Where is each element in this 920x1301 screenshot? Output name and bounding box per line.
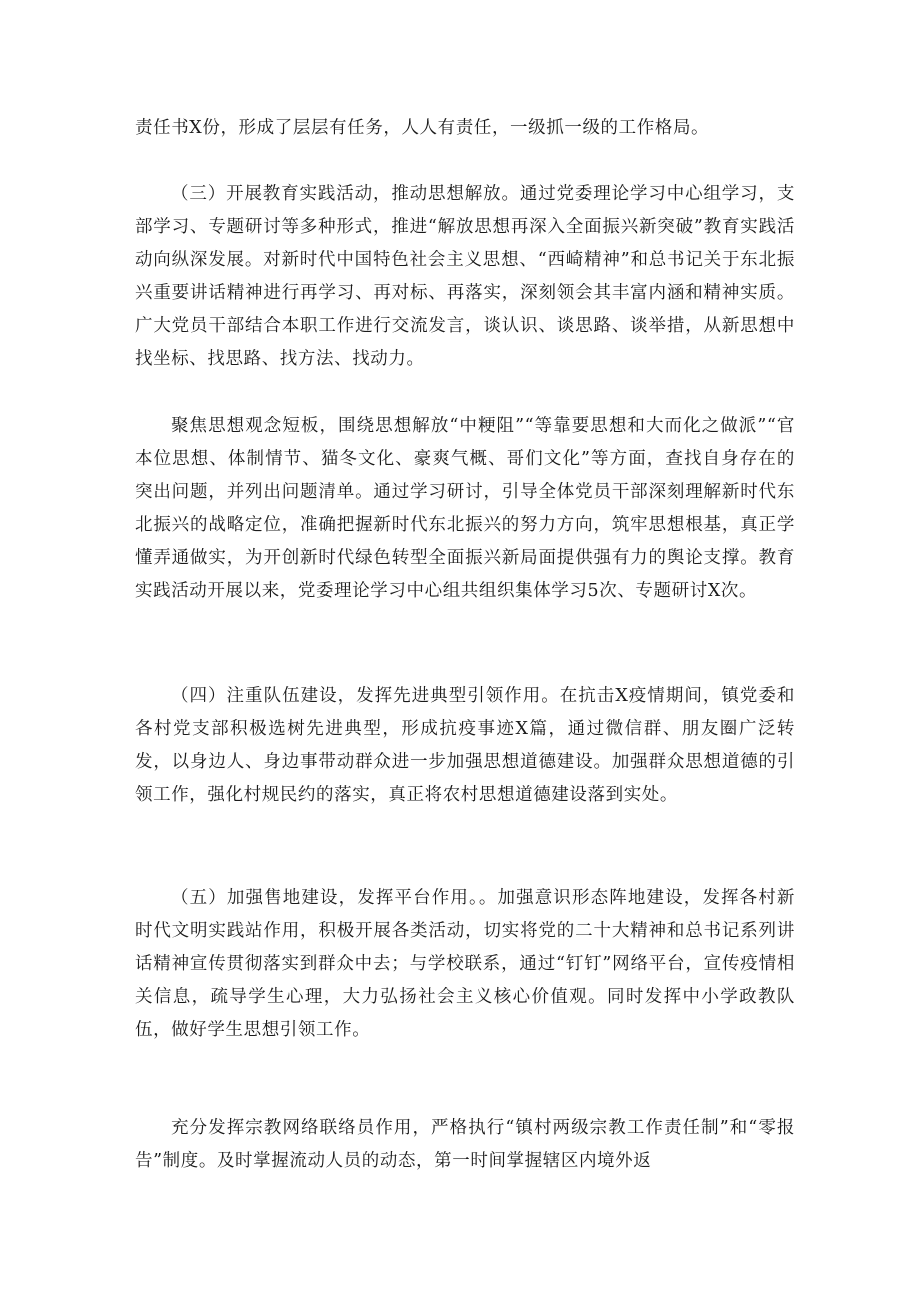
paragraph-5: （五）加强售地建设，发挥平台作用。。加强意识形态阵地建设，发挥各村新时代文明实践站作用，积极开展各类活动，切实将党的二十大精神和总书记系列讲话精神宣传贯彻落实到群众中去；与学校联系，通过“钉钉”网络平台，宣传疫情相关信息，疏导学生心理，大力弘扬社会主义核心价值观。同时发挥中小学政教队伍，做好学生思想引领工作。 <box>135 888 795 1040</box>
paragraph-6: 充分发挥宗教网络联络员作用，严格执行“镇村两级宗教工作责任制”和“零报告”制度。及时掌握流动人员的动态，第一时间掌握辖区内境外返 <box>135 1118 795 1171</box>
paragraph-2: （三）开展教育实践活动，推动思想解放。通过党委理论学习中心组学习，支部学习、专题研讨等多种形式，推进“解放思想再深入全面振兴新突破”教育实践活动向纵深发展。对新时代中国特色社会主义思想、“西崎精神”和总书记关于东北振兴重要讲话精神进行再学习、再对标、再落实，深刻领会其丰富内涵和精神实质。广大党员干部结合本职工作进行交流发言，谈认识、谈思路、谈举措，从新思想中找坐标、找思路、找方法、找动力。 <box>135 184 795 369</box>
paragraph-1: 责任书X份，形成了层层有任务，人人有责任，一级抓一级的工作格局。 <box>135 118 710 138</box>
paragraph-3: 聚焦思想观念短板，围绕思想解放“中粳阻”“等靠要思想和大而化之做派”“官本位思想、体制情节、猫冬文化、豪爽气概、哥们文化”等方面，查找自身存在的突出问题，并列出问题清单。通过学习研讨，引导全体党员干部深刻理解新时代东北振兴的战略定位，准确把握新时代东北振兴的努力方向，筑牢思想根基，真正学懂弄通做实，为开创新时代绿色转型全面振兴新局面提供强有力的舆论支撑。教育实践活动开展以来，党委理论学习中心组共组织集体学习5次、专题研讨X次。 <box>135 416 795 601</box>
paragraph-4: （四）注重队伍建设，发挥先进典型引领作用。在抗击X疫情期间，镇党委和各村党支部积极选树先进典型，形成抗疫事迹X篇，通过微信群、朋友圈广泛转发，以身边人、身边事带动群众进一步加强思想道德建设。加强群众思想道德的引领工作，强化村规民约的落实，真正将农村思想道德建设落到实处。 <box>135 686 795 805</box>
